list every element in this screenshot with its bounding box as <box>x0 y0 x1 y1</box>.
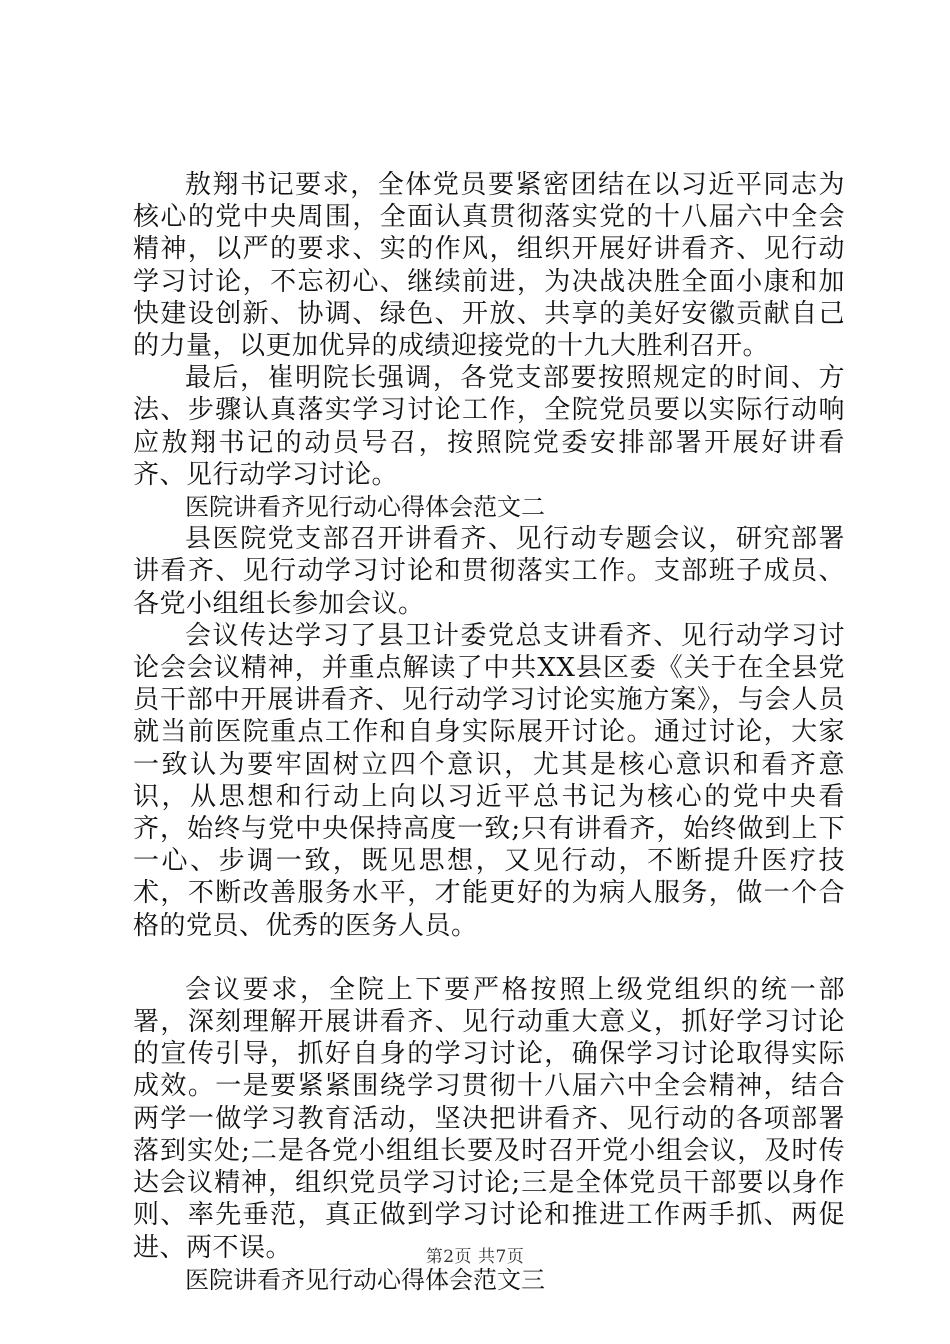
page-number-footer: 第2页 共7页 <box>425 1247 525 1267</box>
paragraph-5: 会议要求，全院上下要严格按照上级党组织的统一部署，深刻理解开展讲看齐、见行动重大意义，抓好学习讨论的宣传引导，抓好自身的学习讨论，确保学习讨论取得实际成效。一是要紧紧围绕学习贯彻十八届六中全会精神，结合两学一做学习教育活动，坚决把讲看齐、见行动的各项部署落到实处;二是各党小组组长要及时召开党小组会议，及时传达会议精神，组织党员学习讨论;三是全体党员干部要以身作则、率先垂范，真正做到学习讨论和推进工作两手抓、两促进、两不误。 <box>133 974 845 1263</box>
paragraph-gap <box>133 942 845 974</box>
section-heading-2: 医院讲看齐见行动心得体会范文二 <box>185 493 545 522</box>
paragraph-2: 最后，崔明院长强调，各党支部要按照规定的时间、方法、步骤认真落实学习讨论工作，全院党员要以实际行动响应敖翔书记的动员号召，按照院党委安排部署开展好讲看齐、见行动学习讨论。 <box>133 363 845 490</box>
paragraph-3: 县医院党支部召开讲看齐、见行动专题会议，研究部署讲看齐、见行动学习讨论和贯彻落实工作。支部班子成员、各党小组组长参加会议。 <box>133 524 845 619</box>
document-body <box>133 169 845 1296</box>
paragraph-1: 敖翔书记要求，全体党员要紧密团结在以习近平同志为核心的党中央周围，全面认真贯彻落实党的十八届六中全会精神，以严的要求、实的作风，组织开展好讲看齐、见行动学习讨论，不忘初心、继续前进，为决战决胜全面小康和加快建设创新、协调、绿色、开放、共享的美好安徽贡献自己的力量，以更加优异的成绩迎接党的十九大胜利召开。 <box>133 170 845 362</box>
section-heading-3: 医院讲看齐见行动心得体会范文三 <box>185 1265 545 1294</box>
paragraph-4: 会议传达学习了县卫计委党总支讲看齐、见行动学习讨论会会议精神，并重点解读了中共XX县区委《关于在全县党员干部中开展讲看齐、见行动学习讨论实施方案》，与会人员就当前医院重点工作和自身实际展开讨论。通过讨论，大家一致认为要牢固树立四个意识，尤其是核心意识和看齐意识，从思想和行动上向以习近平总书记为核心的党中央看齐，始终与党中央保持高度一致;只有讲看齐，始终做到上下一心、步调一致，既见思想，又见行动，不断提升医疗技术，不断改善服务水平，才能更好的为病人服务，做一个合格的党员、优秀的医务人员。 <box>133 620 845 941</box>
